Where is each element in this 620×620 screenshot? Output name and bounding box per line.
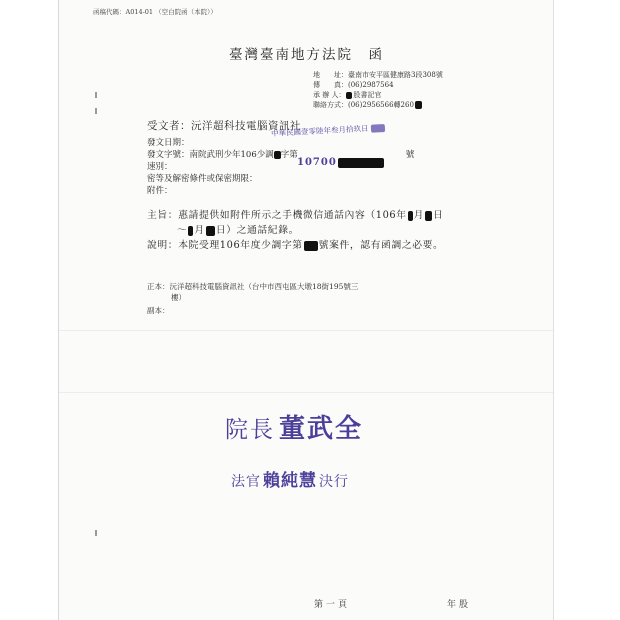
subject-line-2 bbox=[177, 222, 299, 236]
redaction bbox=[188, 226, 193, 236]
subject-label: 主旨： bbox=[147, 210, 179, 221]
receipt-number: 10700 bbox=[297, 157, 337, 168]
recipient: 受文者：沅洋超科技電腦資訊社 bbox=[147, 120, 301, 132]
cc-label: 副本： bbox=[147, 306, 170, 315]
issue-number-label: 發文字號：南院武刑少年106少調 bbox=[147, 150, 274, 160]
president-name: 董武全 bbox=[279, 414, 364, 444]
judge-stamp bbox=[231, 466, 349, 491]
receipt-number-stamp bbox=[297, 157, 384, 168]
handler-clerk: 股書記官 bbox=[353, 91, 382, 99]
explanation-line bbox=[147, 237, 443, 251]
subject-text: 日 bbox=[433, 210, 444, 221]
unit-label: 年股 bbox=[447, 600, 472, 610]
president-title: 院長 bbox=[225, 417, 275, 443]
page-number: 第一頁 bbox=[314, 600, 351, 610]
subject-text: 日）之通話紀錄。 bbox=[215, 225, 299, 236]
fold-line bbox=[59, 392, 553, 393]
judge-suffix: 決行 bbox=[319, 474, 349, 490]
explanation-text: 本院受理106年度少調字第 bbox=[178, 240, 303, 251]
explanation-label: 說明： bbox=[147, 240, 179, 251]
main-copy-text-2: 樓） bbox=[171, 293, 186, 302]
subject-text: 月 bbox=[194, 225, 205, 236]
subject-line-1 bbox=[147, 207, 443, 221]
redaction bbox=[371, 124, 385, 133]
issue-number-end: 號 bbox=[405, 150, 415, 160]
redaction bbox=[304, 241, 318, 251]
redaction bbox=[274, 151, 281, 159]
redaction bbox=[338, 158, 384, 168]
redaction bbox=[346, 92, 352, 99]
address-line: 地 址：臺南市安平區健康路3段308號 bbox=[313, 71, 443, 79]
document-page bbox=[58, 0, 554, 620]
punch-mark bbox=[95, 530, 97, 536]
subject-text: 惠請提供如附件所示之手機微信通話內容（106年 bbox=[178, 210, 407, 221]
punch-mark bbox=[95, 92, 97, 98]
main-copy-text: 沅洋超科技電腦資訊社（台中市西屯區大墩18街195號三 bbox=[169, 282, 359, 291]
attachment-label: 附件： bbox=[147, 186, 173, 196]
judge-title: 法官 bbox=[231, 474, 261, 490]
judge-name: 賴純慧 bbox=[263, 471, 317, 491]
main-copy-label: 正本： bbox=[147, 282, 170, 291]
redaction bbox=[415, 101, 422, 109]
redaction bbox=[425, 211, 432, 221]
form-code: 函稿代碼：A014-01 （空白院函（本院）） bbox=[93, 8, 217, 16]
fold-line bbox=[59, 330, 553, 331]
contact-line bbox=[313, 101, 422, 110]
redaction bbox=[408, 211, 413, 221]
date-stamp-text: 中華民國壹零陸年叁月拾玖日 bbox=[270, 123, 369, 138]
contact-phone: 聯絡方式：(06)2956566轉260 bbox=[313, 101, 414, 109]
subject-text: ～ bbox=[177, 225, 188, 236]
redaction bbox=[206, 226, 215, 236]
fax-line: 傳 真：(06)2987564 bbox=[313, 81, 394, 89]
subject-text: 月 bbox=[413, 210, 425, 221]
punch-mark bbox=[95, 108, 97, 114]
handler-line bbox=[313, 91, 381, 100]
issue-date-label: 發文日期： bbox=[147, 138, 190, 148]
president-stamp bbox=[225, 408, 363, 445]
main-copy bbox=[147, 281, 358, 292]
handler-label: 承 辦 人： bbox=[313, 91, 346, 99]
speed-label: 速別： bbox=[147, 162, 173, 172]
issue-number-mid: 字第 bbox=[280, 150, 298, 160]
security-label: 密等及解密條件或保密期限： bbox=[147, 174, 258, 184]
explanation-text: 號案件，認有函調之必要。 bbox=[318, 240, 444, 251]
document-title: 臺灣臺南地方法院 函 bbox=[229, 47, 384, 63]
